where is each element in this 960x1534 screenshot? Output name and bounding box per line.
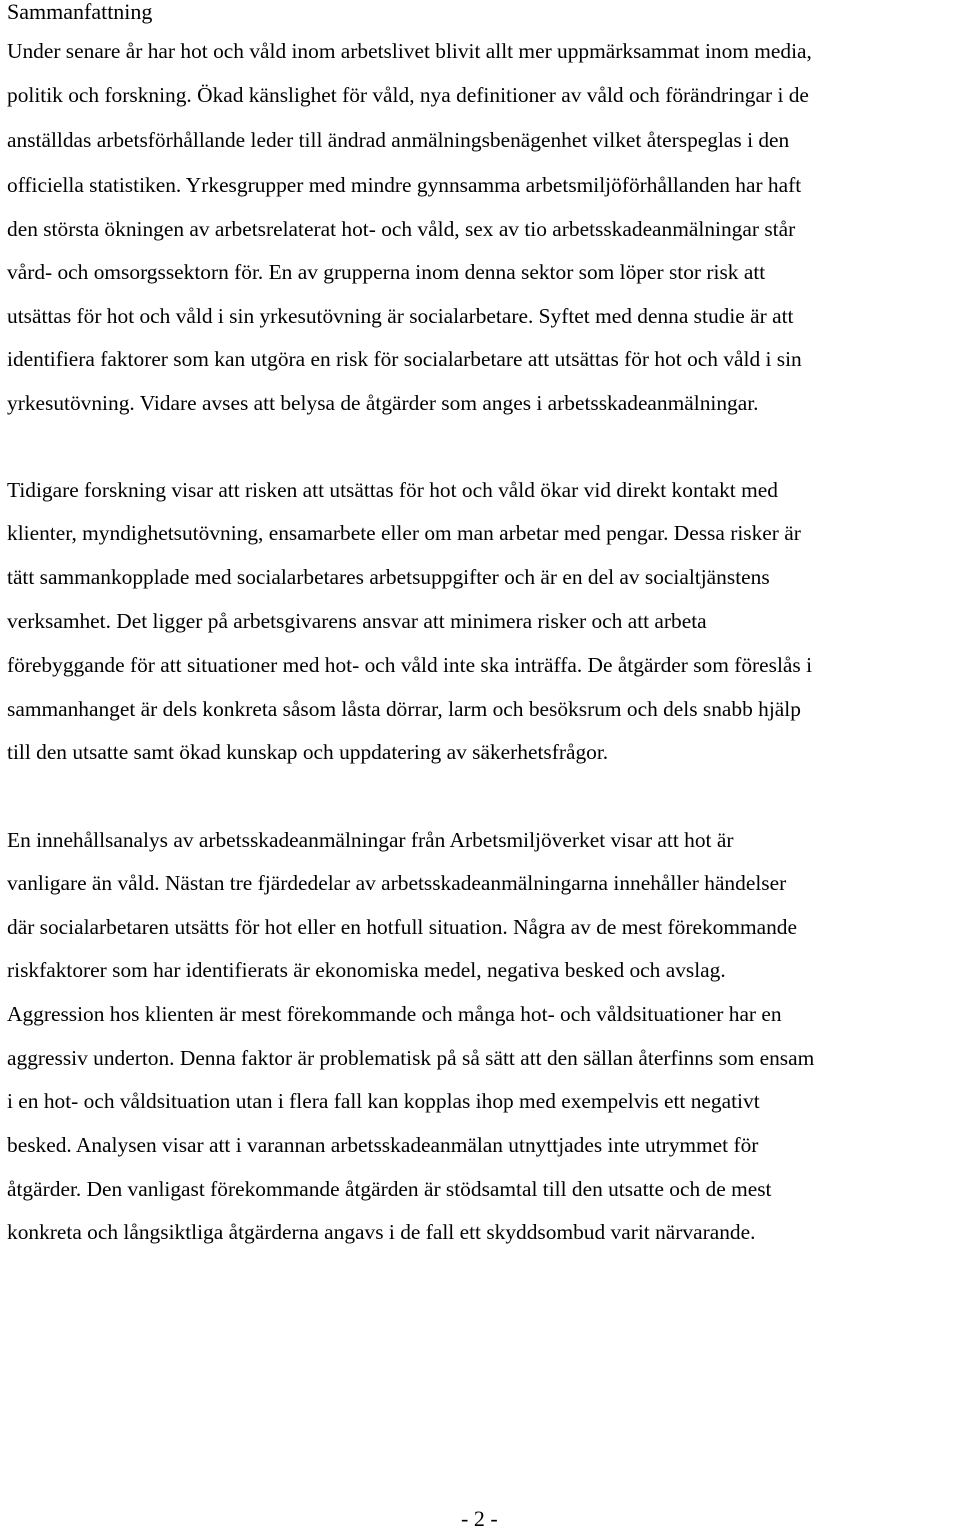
text-line: Under senare år har hot och våld inom arbetslivet blivit allt mer uppmärksammat inom media, (7, 39, 812, 63)
text-line: politik och forskning. Ökad känslighet för våld, nya definitioner av våld och förändringar i de (7, 83, 809, 107)
text-line: utsättas för hot och våld i sin yrkesutövning är socialarbetare. Syftet med denna studie är att (7, 304, 794, 328)
text-line: tätt sammankopplade med socialarbetares arbetsuppgifter och är en del av socialtjänstens (7, 565, 770, 589)
text-line: förebyggande för att situationer med hot- och våld inte ska inträffa. De åtgärder som föreslås i (7, 653, 813, 677)
text-line: klienter, myndighetsutövning, ensamarbete eller om man arbetar med pengar. Dessa risker är (7, 521, 801, 545)
text-line: sammanhanget är dels konkreta såsom låsta dörrar, larm och besöksrum och dels snabb hjälp (7, 697, 801, 721)
text-line: anställdas arbetsförhållande leder till ändrad anmälningsbenägenhet vilket återspeglas i den (7, 128, 790, 152)
text-line: vanligare än våld. Nästan tre fjärdedelar av arbetsskadeanmälningarna innehåller händelser (7, 871, 787, 895)
text-line: i en hot- och våldsituation utan i flera fall kan kopplas ihop med exempelvis ett negativt (7, 1089, 760, 1113)
text-line: En innehållsanalys av arbetsskadeanmälningar från Arbetsmiljöverket visar att hot är (7, 828, 734, 852)
text-line: där socialarbetaren utsätts för hot eller en hotfull situation. Några av de mest förekommande (7, 915, 797, 939)
text-line: officiella statistiken. Yrkesgrupper med mindre gynnsamma arbetsmiljöförhållanden har haft (7, 173, 802, 197)
text-line: Tidigare forskning visar att risken att utsättas för hot och våld ökar vid direkt kontakt med (7, 478, 778, 502)
text-line: identifiera faktorer som kan utgöra en risk för socialarbetare att utsättas för hot och våld i sin (7, 347, 802, 371)
page-number: - 2 - (461, 1506, 498, 1531)
text-line: vård- och omsorgssektorn för. En av grupperna inom denna sektor som löper stor risk att (7, 260, 766, 284)
text-line: den största ökningen av arbetsrelaterat hot- och våld, sex av tio arbetsskadeanmälningar står (7, 217, 796, 241)
text-line: besked. Analysen visar att i varannan arbetsskadeanmälan utnyttjades inte utrymmet för (7, 1133, 759, 1157)
text-line: åtgärder. Den vanligast förekommande åtgärden är stödsamtal till den utsatte och de mest (7, 1177, 772, 1201)
text-line: yrkesutövning. Vidare avses att belysa de åtgärder som anges i arbetsskadeanmälningar. (7, 391, 759, 415)
text-line: Aggression hos klienten är mest förekommande och många hot- och våldsituationer har en (7, 1002, 782, 1026)
text-line: aggressiv underton. Denna faktor är problematisk på så sätt att den sällan återfinns som ensam (7, 1046, 815, 1070)
document-heading: Sammanfattning (7, 0, 153, 24)
text-line: till den utsatte samt ökad kunskap och uppdatering av säkerhetsfrågor. (7, 740, 609, 764)
text-line: riskfaktorer som har identifierats är ekonomiska medel, negativa besked och avslag. (7, 958, 726, 982)
text-line: konkreta och långsiktliga åtgärderna angavs i de fall ett skyddsombud varit närvarande. (7, 1220, 756, 1244)
text-line: verksamhet. Det ligger på arbetsgivarens ansvar att minimera risker och att arbeta (7, 609, 707, 633)
